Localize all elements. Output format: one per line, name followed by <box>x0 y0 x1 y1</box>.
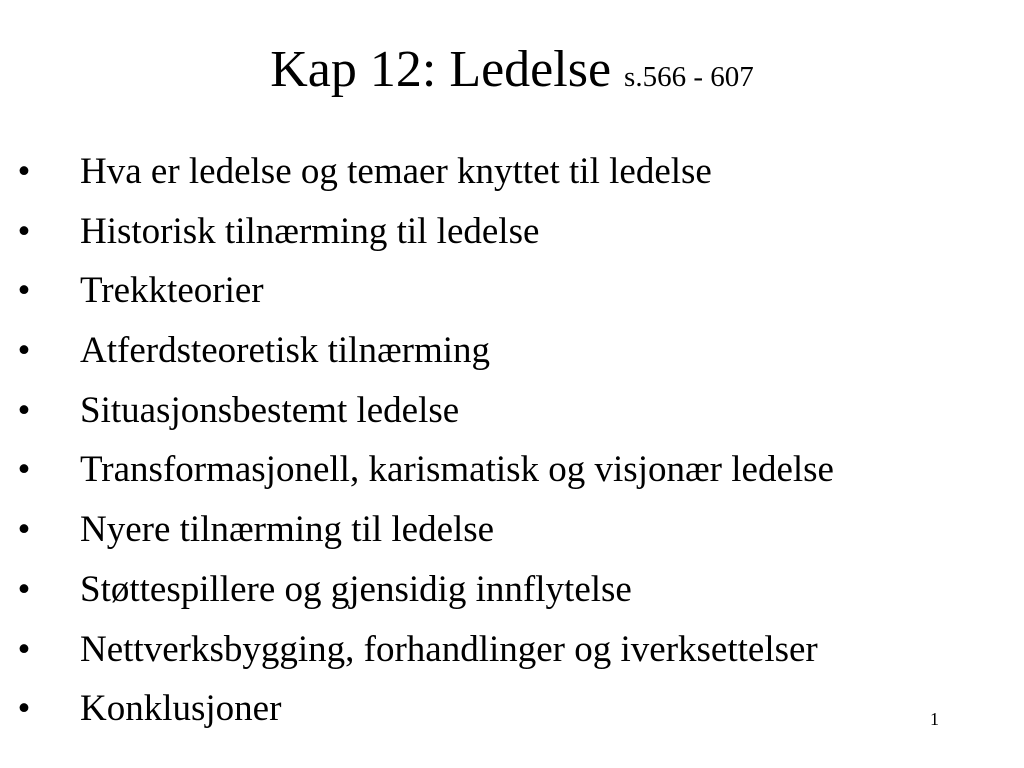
bullet-item <box>0 202 1024 262</box>
slide-number: 1 <box>930 709 939 729</box>
bullet-item <box>0 560 1024 620</box>
bullet-icon: • <box>17 568 31 610</box>
bullet-icon: • <box>17 449 31 491</box>
bullet-icon: • <box>17 509 31 551</box>
bullet-text: Transformasjonell, karismatisk og visjonær ledelse <box>80 449 834 491</box>
bullet-icon: • <box>17 210 31 252</box>
slide-title <box>0 38 1024 109</box>
bullet-item <box>0 440 1024 500</box>
slide-title-text: Kap 12: Ledelse <box>270 41 612 98</box>
bullet-text: Konklusjoner <box>80 688 282 730</box>
bullet-icon: • <box>17 628 31 670</box>
bullet-text: Situasjonsbestemt ledelse <box>80 389 460 431</box>
bullet-list <box>0 142 1024 739</box>
bullet-text: Nettverksbygging, forhandlinger og iverksettelser <box>80 628 818 670</box>
bullet-icon: • <box>17 330 31 372</box>
bullet-icon: • <box>17 270 31 312</box>
bullet-icon: • <box>17 389 31 431</box>
bullet-text: Nyere tilnærming til ledelse <box>80 509 495 551</box>
bullet-item <box>0 500 1024 560</box>
bullet-text: Atferdsteoretisk tilnærming <box>80 330 491 372</box>
bullet-item <box>0 261 1024 321</box>
bullet-text: Historisk tilnærming til ledelse <box>80 210 540 252</box>
bullet-item <box>0 381 1024 441</box>
bullet-item <box>0 142 1024 202</box>
bullet-icon: • <box>17 151 31 192</box>
page-range: s.566 - 607 <box>624 61 754 93</box>
bullet-text: Støttespillere og gjensidig innflytelse <box>80 568 632 610</box>
bullet-text: Trekkteorier <box>80 270 264 312</box>
bullet-item <box>0 321 1024 381</box>
bullet-item <box>0 620 1024 680</box>
bullet-text: Hva er ledelse og temaer knyttet til ledelse <box>80 151 712 192</box>
bullet-icon: • <box>17 688 31 730</box>
bullet-item <box>0 679 1024 739</box>
